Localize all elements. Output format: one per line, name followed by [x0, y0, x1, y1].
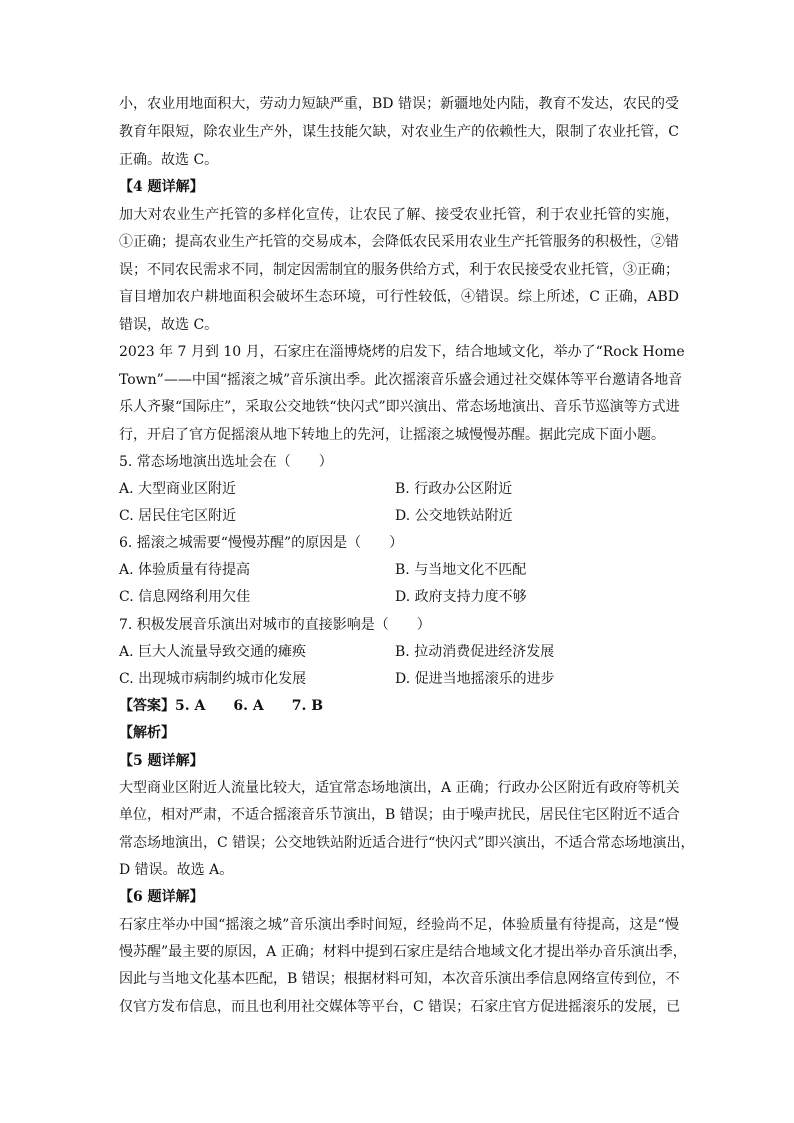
text-line: 慢苏醒”最主要的原因，A 正确；材料中提到石家庄是结合地域文化才提出举办音乐演出季， [119, 944, 687, 960]
question-7-option-b: B. 拉动消费促进经济发展 [395, 644, 555, 660]
question-5-option-d: D. 公交地铁站附近 [395, 508, 513, 524]
question-stem-7: 7. 积极发展音乐演出对城市的直接影响是（ ） [119, 617, 431, 633]
text-line: D 错误。故选 A。 [119, 862, 234, 878]
material-line: Town”——中国“摇滚之城”音乐演出季。此次摇滚音乐盛会通过社交媒体等平台邀请各地音 [119, 372, 683, 388]
text-line: ①正确；提高农业生产托管的交易成本，会降低农民采用农业生产托管服务的积极性，②错 [119, 234, 679, 250]
question-5-option-b: B. 行政办公区附近 [395, 481, 513, 497]
section-heading-q6: 【6 题详解】 [119, 889, 204, 905]
question-6-option-a: A. 体验质量有待提高 [119, 562, 251, 578]
text-line: 正确。故选 C。 [119, 152, 219, 168]
question-stem-5: 5. 常态场地演出选址会在（ ） [119, 454, 333, 470]
question-6-option-d: D. 政府支持力度不够 [395, 589, 527, 605]
section-heading-q4: 【4 题详解】 [119, 179, 204, 195]
text-line: 大型商业区附近人流量比较大，适宜常态场地演出，A 正确；行政办公区附近有政府等机关 [119, 780, 680, 796]
text-line: 因此与当地文化基本匹配，B 错误；根据材料可知，本次音乐演出季信息网络宣传到位，不 [119, 971, 680, 987]
question-7-option-d: D. 促进当地摇滚乐的进步 [395, 671, 555, 687]
question-7-option-c: C. 出现城市病制约城市化发展 [119, 671, 307, 687]
text-line: 误；不同农民需求不同，制定因需制宜的服务供给方式，利于农民接受农业托管，③正确； [119, 262, 679, 278]
analysis-heading: 【解析】 [119, 725, 175, 741]
question-stem-6: 6. 摇滚之城需要“慢慢苏醒”的原因是（ ） [119, 535, 404, 551]
section-heading-q5: 【5 题详解】 [119, 753, 204, 769]
question-5-option-a: A. 大型商业区附近 [119, 481, 237, 497]
text-line: 石家庄举办中国“摇滚之城”音乐演出季时间短，经验尚不足，体验质量有待提高，这是“慢 [119, 917, 679, 933]
material-line: 乐人齐聚“国际庄”，采取公交地铁“快闪式”即兴演出、常态场地演出、音乐节巡演等方式进 [119, 399, 680, 415]
question-5-option-c: C. 居民住宅区附近 [119, 508, 237, 524]
material-line: 行，开启了官方促摇滚从地下转地上的先河，让摇滚之城慢慢苏醒。据此完成下面小题。 [119, 427, 665, 443]
text-line: 小，农业用地面积大，劳动力短缺严重，BD 错误；新疆地处内陆，教育不发达，农民的受 [119, 96, 679, 112]
text-line: 单位，相对严肃，不适合摇滚音乐节演出，B 错误；由于噪声扰民，居民住宅区附近不适合 [119, 807, 680, 823]
text-line: 加大对农业生产托管的多样化宣传，让农民了解、接受农业托管，利于农业托管的实施， [119, 207, 679, 223]
text-line: 错误，故选 C。 [119, 317, 219, 333]
question-6-option-b: B. 与当地文化不匹配 [395, 562, 527, 578]
question-6-option-c: C. 信息网络利用欠佳 [119, 589, 251, 605]
text-line: 教育年限短，除农业生产外，谋生技能欠缺，对农业生产的依赖性大，限制了农业托管，C [119, 124, 679, 140]
text-line: 仅官方发布信息，而且也利用社交媒体等平台，C 错误；石家庄官方促进摇滚乐的发展，已 [119, 999, 681, 1015]
material-line: 2023 年 7 月到 10 月，石家庄在淄博烧烤的启发下，结合地域文化，举办了“Rock Home [119, 344, 685, 360]
text-line: 常态场地演出，C 错误；公交地铁站附近适合进行“快闪式”即兴演出，不适合常态场地演出， [119, 835, 695, 851]
question-7-option-a: A. 巨大人流量导致交通的瘫痪 [119, 644, 307, 660]
text-line: 盲目增加农户耕地面积会破坏生态环境，可行性较低，④错误。综上所述，C 正确，ABD [119, 289, 679, 305]
answer-line: 【答案】5. A 6. A 7. B [119, 698, 324, 714]
